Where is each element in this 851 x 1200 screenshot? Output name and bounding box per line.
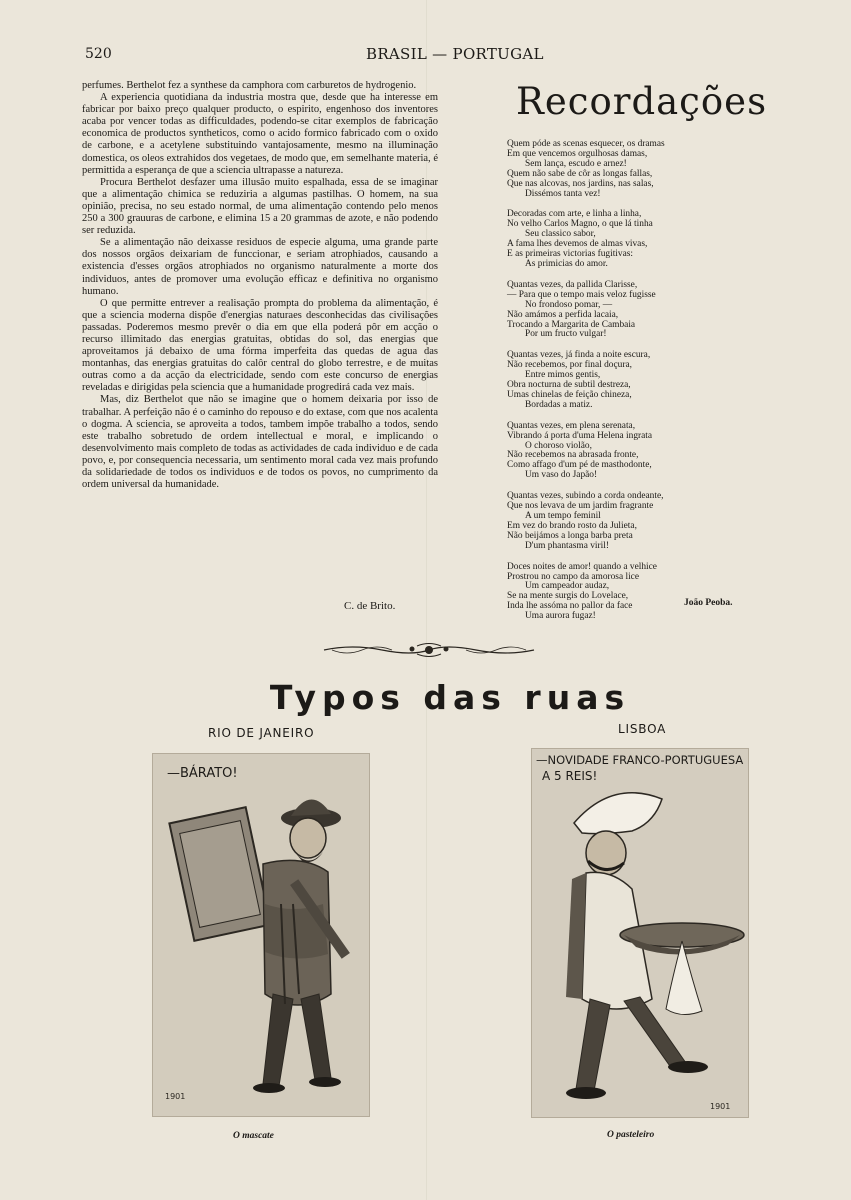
- poem-line: Um vaso do Japão!: [525, 470, 598, 481]
- poem-line: Um campeador audaz,: [525, 581, 610, 592]
- poem-line: Se na mente surgis do Lovelace,: [507, 591, 629, 602]
- poem-line: Dissémos tanta vez!: [525, 188, 601, 199]
- poem-stanza: [507, 351, 747, 410]
- article-paragraph: Mas, diz Berthelot que não se imagine que o homem deixaria por isso de trabalhar. A perfeição não é o caminho do repouso e do extase, com que nos acalenta o dogma. A sciencia, se aproveita a todos, tambem impõe trabalho a todos, sendo este trabalho sobretudo de ordem intellectual e moral, e implicando o desenvolvimento mais completo de todas as actividades de cada individuo e de cada povo, e, por consequencia necessaria, um sentimento moral cada vez mais profundo da solidariedade de todos os individuos e de todos os povos, no cumprimento da ordem universal da humanidade.: [82, 394, 438, 491]
- article-paragraph: O que permitte entrever a realisação prompta do problema da alimentação, é que a sciencia moderna dispõe d'energias naturaes desconhecidas das civilisações passadas. Poderemos mesmo prevêr o dia em que ella poderá pôr em acção o recurso illimitado das energias gratuitas, obtidas do sol, das energias que aproveitamos já debaixo de uma fórma imperfeita das quedas de agua das montanhas, das energias gratuitas do calôr central do globo terrestre, e de muitas outras como a da acção da electricidade, sendo com este concurso de energias reveladas e dirigidas pela sciencia que a humanidade progredirá cada vez mais.: [82, 297, 438, 394]
- city-label-rio: RIO DE JANEIRO: [208, 726, 315, 740]
- poem-stanza: [507, 210, 747, 269]
- caption-mascate: O mascate: [233, 1131, 274, 1141]
- page-number: 520: [85, 46, 112, 62]
- poem-line: D'um phantasma viril!: [525, 540, 609, 551]
- poem-line: E as primeiras victorias fugitivas:: [507, 249, 634, 260]
- poem-line: Em que vencemos orgulhosas damas,: [507, 148, 648, 159]
- poem-line: A fama lhes devemos de almas vivas,: [507, 239, 648, 250]
- poem-line: Como affago d'um pé de masthodonte,: [507, 460, 652, 471]
- poem-line: Umas chinelas de feição chineza,: [507, 389, 632, 400]
- poem-line: Quantas vezes, já finda a noite escura,: [507, 350, 651, 361]
- poem-line: Decoradas com arte, e linha a linha,: [507, 209, 642, 220]
- poem-title: Recordações: [516, 80, 768, 123]
- poem-line: Quantas vezes, em plena serenata,: [507, 420, 636, 431]
- mascate-illustration: [152, 753, 370, 1117]
- city-label-lisboa: LISBOA: [618, 722, 667, 736]
- mascate-artist-signature: 1901: [165, 1092, 186, 1101]
- poem-line: Seu classico sabor,: [525, 229, 596, 240]
- poem-line: — Para que o tempo mais veloz fugisse: [507, 289, 656, 300]
- poem-line: Inda lhe assóma no pallor da face: [507, 601, 633, 612]
- article-paragraph: perfumes. Berthelot fez a synthese da camphora com carburetos de hydrogenio.: [82, 80, 417, 91]
- poem-stanza: [507, 563, 747, 622]
- article-signature: C. de Brito.: [344, 600, 396, 612]
- poem-line: Não recebemos, por final doçura,: [507, 360, 632, 371]
- poem-line: Não beijámos a longa barba preta: [507, 530, 633, 541]
- poem-line: Obra nocturna de subtil destreza,: [507, 380, 631, 391]
- poem-signature: João Peoba.: [684, 598, 733, 608]
- poem-body: [507, 140, 747, 633]
- section-title: Typos das ruas: [269, 678, 631, 717]
- mascate-speech: —BÁRATO!: [167, 766, 238, 781]
- poem-line: Que nas alcovas, nos jardins, nas salas,: [507, 178, 654, 189]
- poem-line: No velho Carlos Magno, o que lá tinha: [507, 219, 653, 230]
- article-paragraph: Se a alimentação não deixasse residuos de especie alguma, uma grande parte dos nossos orgãos deixariam de funccionar, e seriam atrophiados, causando a existencia d'esses orgãos atrophiados no organismo naturalmente a morte dos individuos, antes de promover uma evolução efficaz e definitiva no organismo humano.: [82, 237, 438, 297]
- poem-stanza: [507, 422, 747, 481]
- poem-line: No frondoso pomar, —: [525, 299, 613, 310]
- poem-line: Uma aurora fugaz!: [525, 611, 596, 622]
- pasteleiro-speech-line1: —NOVIDADE FRANCO-PORTUGUESA: [536, 753, 744, 767]
- poem-line: Vibrando á porta d'uma Helena ingrata: [507, 430, 653, 441]
- pasteleiro-artist-signature: 1901: [710, 1102, 731, 1111]
- poem-line: Quantas vezes, da pallida Clarisse,: [507, 279, 638, 290]
- article-paragraph: A experiencia quotidiana da industria mostra que, desde que ha interesse em fabricar por baixo preço qualquer producto, o espirito, engenhoso dos inventores acaba por vencer todas as difficuldades, podendo-se citar exemplos de fabricação economica de productos syntheticos, como o acido formico fabricado com o oxido de carbone, e a acetylene substituindo vantajosamente, mesmo na illuminação domestica, os oleos extrahidos dos vegetaes, de modo que, em semelhante materia, é permittida a esperança de que a sciencia ultrapasse a natureza.: [82, 92, 438, 176]
- poem-line: Trocando a Margarita de Cambaia: [507, 319, 636, 330]
- article-column: [82, 80, 438, 491]
- poem-line: Quantas vezes, subindo a corda ondeante,: [507, 491, 664, 502]
- pasteleiro-speech-line2: A 5 REIS!: [542, 769, 598, 783]
- poem-stanza: [507, 140, 747, 199]
- poem-line: Quem póde as scenas esquecer, os dramas: [507, 139, 665, 149]
- poem-line: Que nos levava de um jardim fragrante: [507, 501, 654, 512]
- poem-line: Em vez do brando rosto da Julieta,: [507, 520, 637, 531]
- poem-stanza: [507, 281, 747, 340]
- poem-line: Não amámos a perfida lacaia,: [507, 309, 619, 320]
- poem-line: Prostrou no campo da amorosa lice: [507, 571, 639, 582]
- poem-line: Não recebemos na abrasada fronte,: [507, 450, 639, 461]
- poem-line: Entre mimos gentis,: [525, 370, 601, 381]
- poem-line: Quem não sabe de côr as longas fallas,: [507, 168, 653, 179]
- floral-divider-ornament-icon: [322, 642, 536, 658]
- poem-line: As primicias do amor.: [525, 258, 608, 269]
- poem-stanza: [507, 492, 747, 551]
- caption-pasteleiro: O pasteleiro: [607, 1130, 655, 1140]
- poem-line: A um tempo feminil: [525, 511, 601, 521]
- poem-line: Por um fructo vulgar!: [525, 329, 607, 340]
- article-paragraph: Procura Berthelot desfazer uma illusão muito espalhada, essa de se imaginar que a alimentação chimica se reduziria a algumas pastilhas. O homem, na sua opinião, precisa, no seu estado normal, de uma alimentação contendo pelo menos 250 a 300 grauuras de carbone, e elimina 15 a 20 grammas de azote, e não podendo ser reduzida.: [82, 176, 438, 237]
- poem-line: Bordadas a matiz.: [525, 399, 593, 410]
- running-title: BRASIL — PORTUGAL: [366, 45, 544, 63]
- poem-line: O choroso violão,: [525, 440, 592, 451]
- poem-line: Sem lança, escudo e arnez!: [525, 158, 627, 169]
- poem-line: Doces noites de amor! quando a velhice: [507, 561, 657, 572]
- pasteleiro-illustration: [531, 748, 749, 1118]
